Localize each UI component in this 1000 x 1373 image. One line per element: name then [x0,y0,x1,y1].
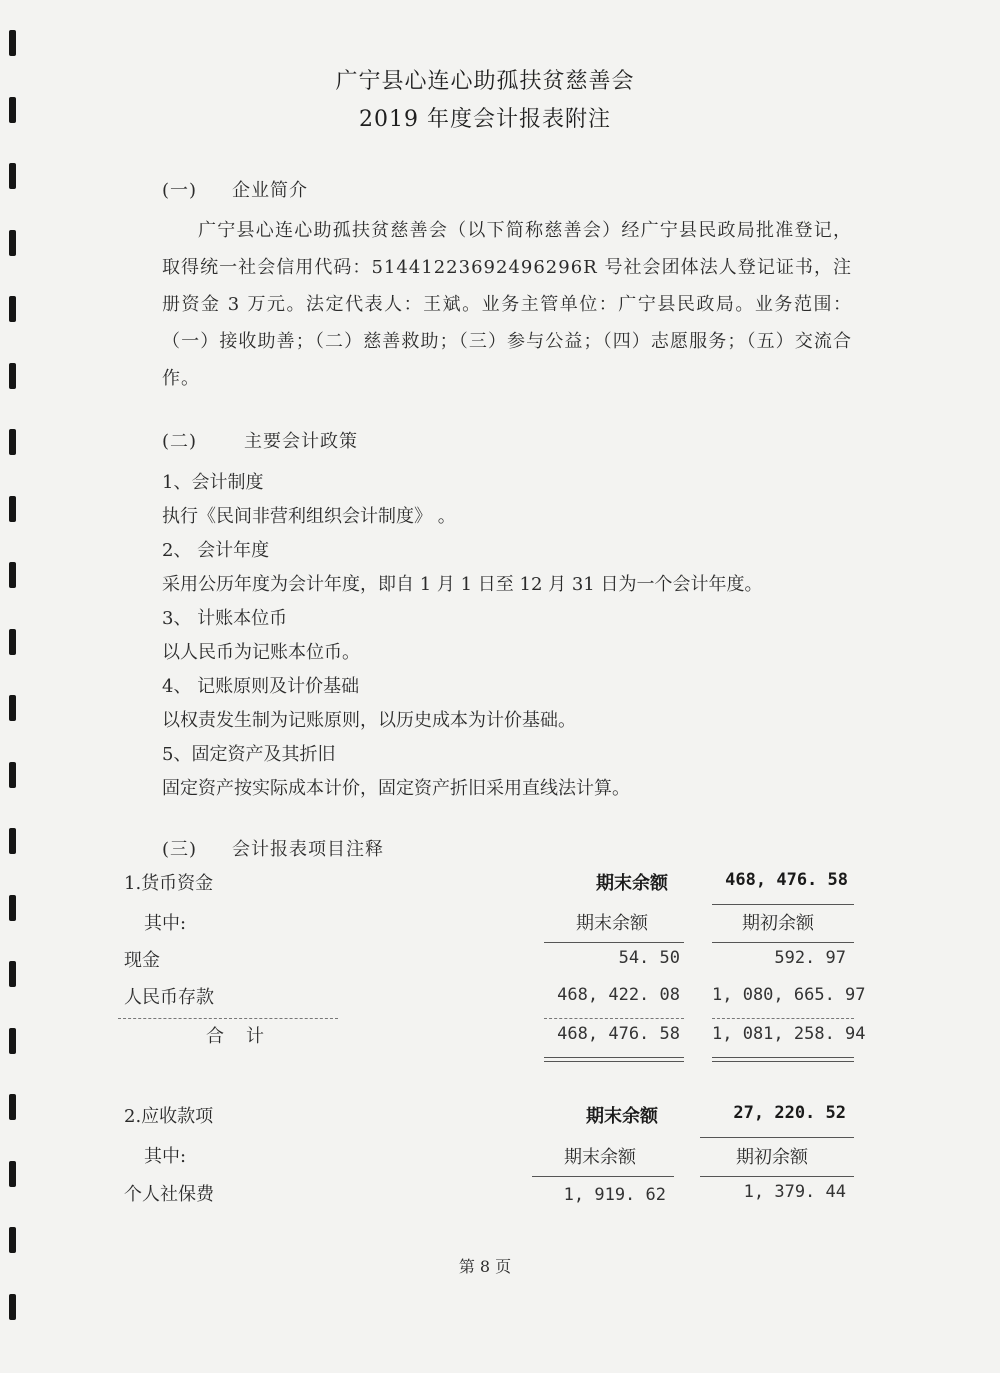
binding-hole [9,828,16,854]
section1-heading: 企业简介 [232,180,308,201]
header-rule [712,904,854,905]
column-rule [532,1176,674,1177]
column-rule [544,942,684,943]
receivables-end-balance-value: 27, 220. 52 [733,1103,846,1123]
document-subtitle: 2019 年度会计报表附注 [359,107,611,132]
binding-hole [9,629,16,655]
document-title: 广宁县心连心助孤扶贫慈善会 [335,69,635,94]
binding-hole [9,1094,16,1120]
cash-row-end: 468, 422. 08 [557,985,680,1005]
binding-holes [0,0,40,1373]
section2-number: (二) [162,431,198,452]
receivables-title: 2.应收款项 [124,1106,214,1127]
column-rule [712,942,854,943]
binding-hole [9,429,16,455]
total-rule [118,1018,338,1019]
section1-paragraph: 广宁县心连心助孤扶贫慈善会（以下简称慈善会）经广宁县民政局批准登记，取得统一社会信用代码：51441223692496296R 号社会团体法人登记证书，注册资金 3 万元。法定代表人：王斌。业务主管单位：广宁县民政局。业务范围：（一）接收助善；（二）慈善救助；（三）参与公益；（四）志愿服务；（五）交流合作。 [162,220,852,389]
binding-hole [9,695,16,721]
receivables-row-name: 个人社保费 [124,1184,214,1205]
binding-hole [9,762,16,788]
binding-hole [9,296,16,322]
cash-row-begin: 592. 97 [774,948,846,968]
binding-hole [9,230,16,256]
cash-title: 1.货币资金 [124,873,214,894]
cash-total-label: 合 计 [206,1026,266,1047]
receivables-of-which-label: 其中: [144,1146,187,1167]
receivables-column-begin: 期初余额 [736,1147,808,1168]
binding-hole [9,1227,16,1253]
binding-hole [9,163,16,189]
policy-title: 3、 计账本位币 [162,608,288,629]
binding-hole [9,961,16,987]
cash-total-end: 468, 476. 58 [557,1024,680,1044]
page-number: 第 8 页 [458,1257,512,1276]
cash-row-end: 54. 50 [618,948,680,968]
double-rule [712,1057,854,1062]
policy-text: 以权责发生制为记账原则，以历史成本为计价基础。 [162,710,576,731]
binding-hole [9,1028,16,1054]
header-rule [700,1137,854,1138]
cash-end-balance-label: 期末余额 [596,873,668,894]
binding-hole [9,496,16,522]
cash-of-which-label: 其中: [144,913,187,934]
column-rule [700,1176,854,1177]
binding-hole [9,562,16,588]
policy-text: 以人民币为记账本位币。 [162,642,360,663]
policy-title: 4、 记账原则及计价基础 [162,676,360,697]
policy-text: 执行《民间非营利组织会计制度》 。 [162,506,456,527]
section3-heading: 会计报表项目注释 [232,839,384,860]
section2-heading: 主要会计政策 [244,431,358,452]
policy-title: 2、 会计年度 [162,540,270,561]
cash-row-name: 现金 [124,950,160,971]
total-rule [544,1018,684,1019]
total-rule [712,1018,854,1019]
cash-row-name: 人民币存款 [124,987,214,1008]
receivables-row-end: 1, 919. 62 [563,1185,666,1205]
cash-row-begin: 1, 080, 665. 97 [712,985,866,1005]
receivables-end-balance-label: 期末余额 [586,1106,658,1127]
binding-hole [9,895,16,921]
section1-number: (一) [162,180,198,201]
cash-total-begin: 1, 081, 258. 94 [712,1024,866,1044]
policy-text: 固定资产按实际成本计价，固定资产折旧采用直线法计算。 [162,778,630,799]
cash-column-end: 期末余额 [576,913,648,934]
policy-text: 采用公历年度为会计年度，即自 1 月 1 日至 12 月 31 日为一个会计年度。 [162,574,763,595]
cash-column-begin: 期初余额 [742,913,814,934]
receivables-row-begin: 1, 379. 44 [743,1182,846,1202]
binding-hole [9,363,16,389]
cash-end-balance-value: 468, 476. 58 [725,870,848,890]
policy-title: 1、会计制度 [162,472,264,493]
section3-number: (三) [162,839,198,860]
receivables-column-end: 期末余额 [564,1147,636,1168]
policy-title: 5、固定资产及其折旧 [162,744,336,765]
binding-hole [9,1294,16,1320]
binding-hole [9,1161,16,1187]
binding-hole [9,30,16,56]
double-rule [544,1057,684,1062]
